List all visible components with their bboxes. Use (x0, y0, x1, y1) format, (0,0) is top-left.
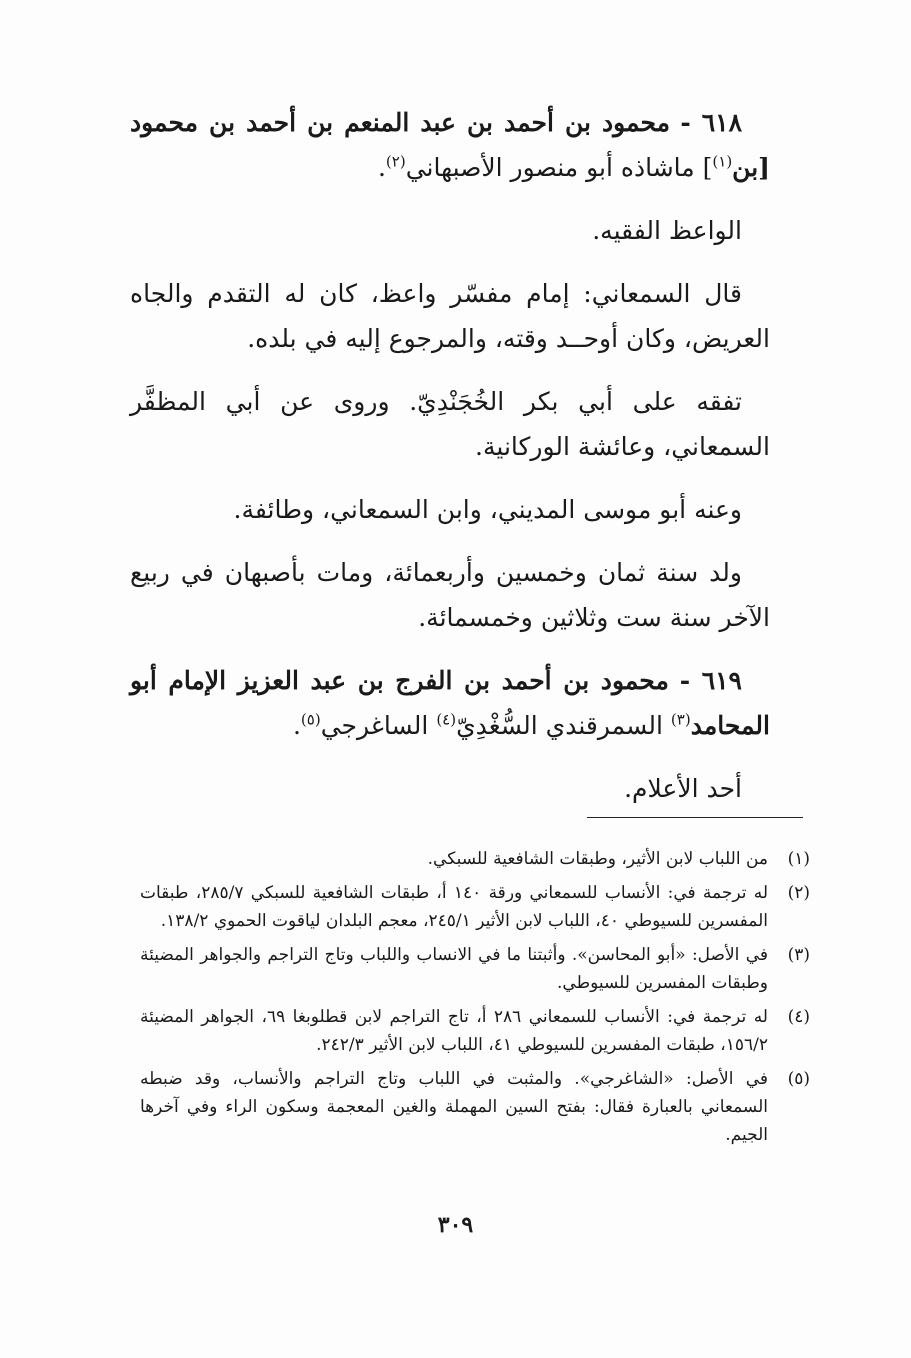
footnote-text: له ترجمة في: الأنساب للسمعاني ورقة ١٤٠ أ، طبقات الشافعية للسبكي ٢٨٥/٧، طبقات المفسرين للسيوطي ٤٠، اللباب لابن الأثير ٢٤٥/١، معجم البلدان لياقوت الحموي ١٣٨/٢. (140, 883, 768, 931)
entry-name: محمود بن أحمد بن الفرج بن عبد العزيز الإمام أبو المحامد (130, 666, 770, 740)
footnote-item (140, 1065, 810, 1149)
footnote-item (140, 845, 810, 873)
page-number: ٣٠٩ (437, 1212, 474, 1238)
footnote-mark: (٢) (787, 883, 810, 903)
footnote-mark: (١) (787, 849, 810, 869)
footnote-text: له ترجمة في: الأنساب للسمعاني ٢٨٦ أ، تاج التراجم لابن قطلوبغا ٦٩، الجواهر المضيئة ١٥٦/٢، طبقات المفسرين للسيوطي ٤١، اللباب لابن الأثير ٢٤٢/٣. (140, 1007, 768, 1055)
entry-number: ٦١٨ - (680, 108, 743, 137)
entry-name: محمود بن أحمد بن عبد المنعم بن أحمد بن محمود [بن (130, 108, 770, 182)
entry-619-heading (130, 658, 770, 748)
entry-number: ٦١٩ - (679, 666, 742, 695)
paragraph: تفقه على أبي بكر الخُجَنْدِيّ. وروى عن أبي المظفَّر السمعاني، وعائشة الوركانية. (130, 387, 770, 461)
footnote-ref: (٥) (300, 710, 321, 729)
paragraph: قال السمعاني: إمام مفسّر واعظ، كان له التقدم والجاه العريض، وكان أوحــد وقته، والمرجوع إليه في بلده. (130, 279, 770, 353)
paragraph: أحد الأعلام. (624, 774, 742, 803)
footnote-text: في الأصل: «أبو المحاسن». وأثبتنا ما في الانساب واللباب وتاج التراجم والجواهر المضيئة وطبقات المفسرين للسيوطي. (140, 945, 768, 993)
paragraph: وعنه أبو موسى المديني، وابن السمعاني، وطائفة. (233, 495, 742, 524)
paragraph: الواعظ الفقيه. (592, 216, 742, 245)
footnote-text: من اللباب لابن الأثير، وطبقات الشافعية للسبكي. (427, 849, 768, 869)
footnote-text: في الأصل: «الشاغرجي». والمثبت في اللباب وتاج التراجم والأنساب، وقد ضبطه السمعاني بالعبارة فقال: بفتح السين المهملة والغين المعجمة وسكون الراء وفي آخرها الجيم. (140, 1069, 768, 1145)
footnotes (140, 845, 810, 1155)
entry-name-cont: السمرقندي السُّغْدِيّ (456, 711, 663, 740)
footnote-ref: (٤) (436, 710, 457, 729)
footnote-item (140, 1003, 810, 1059)
footnote-ref: (٢) (385, 152, 406, 171)
entry-618-heading (130, 100, 770, 190)
entry-end: . (377, 153, 386, 182)
footnote-ref: (٣) (670, 710, 691, 729)
entry-end: . (292, 711, 301, 740)
footnote-separator (587, 817, 803, 818)
main-text (130, 100, 770, 829)
entry-name-cont: الساغرجي (320, 711, 429, 740)
footnote-item (140, 941, 810, 997)
footnote-mark: (٣) (787, 945, 810, 965)
footnote-item (140, 879, 810, 935)
entry-name-cont: ] ماشاذه أبو منصور الأصبهاني (405, 153, 713, 182)
footnote-mark: (٥) (787, 1069, 810, 1089)
footnote-mark: (٤) (787, 1007, 810, 1027)
footnote-ref: (١) (712, 152, 733, 171)
paragraph: ولد سنة ثمان وخمسين وأربعمائة، ومات بأصبهان في ربيع الآخر سنة ست وثلاثين وخمسمائة. (130, 558, 770, 632)
